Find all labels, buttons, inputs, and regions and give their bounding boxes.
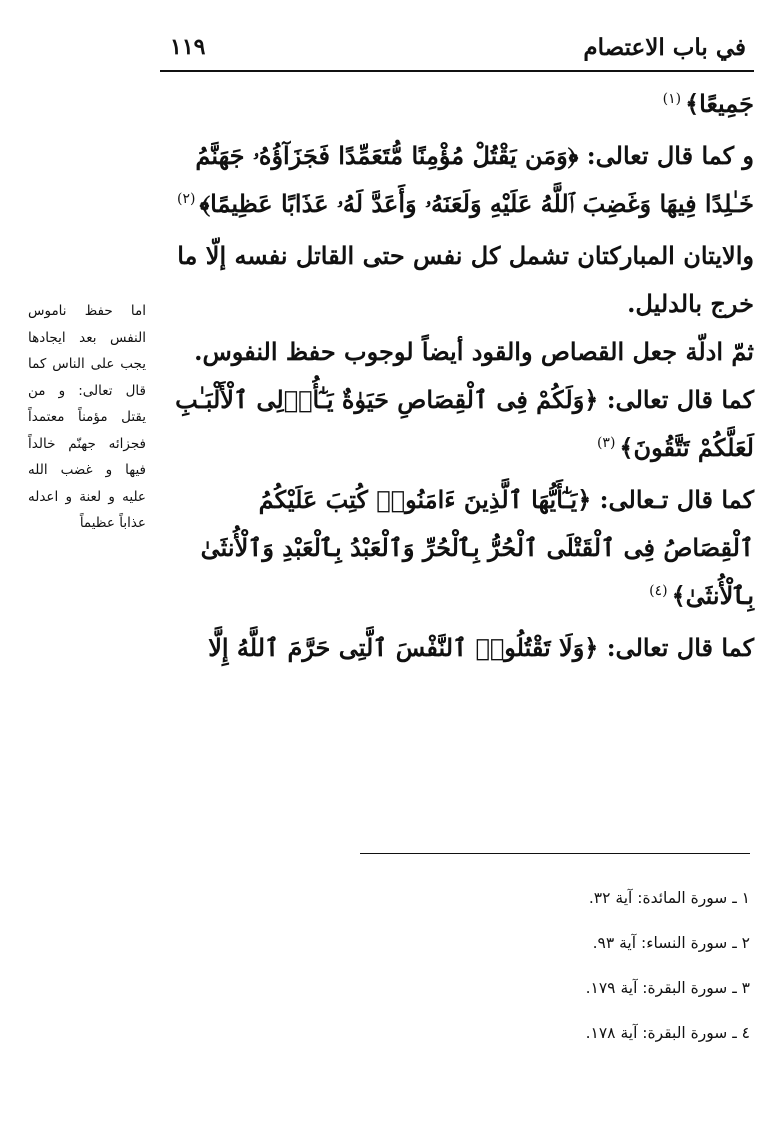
footnote-item: ١ ـ سورة المائدة: آية ٣٢. xyxy=(588,889,750,907)
paragraph-verse-1 xyxy=(160,132,754,228)
footnote-item: ٤ ـ سورة البقرة: آية ١٧٨. xyxy=(585,1024,750,1042)
quran-verse: ﴿وَمَن يَقْتُلْ مُؤْمِنًا مُّتَعَمِّدًا فَجَزَآؤُهُۥ جَهَنَّمُ خَـٰلِدًا فِيهَا وَغَضِبَ ٱللَّهُ عَلَيْهِ وَلَعَنَهُۥ وَأَعَدَّ لَهُۥ عَذَابًا عَظِيمًا﴾ xyxy=(195,141,754,218)
footnotes xyxy=(360,876,750,1056)
footnote-ref: (٤) xyxy=(649,583,668,599)
footnote-item: ٢ ـ سورة النساء: آية ٩٣. xyxy=(592,934,750,952)
verse-intro: كما قال تـعالى: xyxy=(591,485,754,514)
verse-intro: كما قال تعالى: xyxy=(598,633,754,662)
verse-intro: كما قال تعالى: xyxy=(598,385,754,414)
header-rule xyxy=(160,70,754,72)
paragraph-verse-4 xyxy=(160,624,754,672)
quran-verse: جَمِيعًا﴾ xyxy=(685,89,754,118)
page-header xyxy=(160,30,754,72)
page-number: ١١٩ xyxy=(170,34,206,60)
quran-verse: ﴿وَلَا تَقْتُلُوا۟ ٱلنَّفْسَ ٱلَّتِى حَرَّمَ ٱللَّهُ إِلَّا xyxy=(208,633,599,662)
footnote-rule xyxy=(360,853,750,854)
paragraph-verse-2 xyxy=(160,376,754,472)
paragraph-verse-continuation xyxy=(160,80,754,128)
footnote-ref: (٣) xyxy=(596,435,616,451)
main-text xyxy=(160,80,754,672)
paragraph-proofs: ثمّ ادلّة جعل القصاص والقود أيضاً لوجوب حفظ النفوس. xyxy=(194,337,754,366)
footnote-item: ٣ ـ سورة البقرة: آية ١٧٩. xyxy=(585,979,750,997)
margin-note: اما حفظ ناموس النفس بعد ايجادها يجب على الناس كما قال تعالى: و من يقتل مؤمناً معتمداً فجزائه جهنّم خالداً فيها و غضب الله عليه و لعنة و اعدله عذاباً عظيماً xyxy=(28,303,146,531)
paragraph-verse-3 xyxy=(160,476,754,620)
chapter-title: في باب الاعتصام xyxy=(583,34,746,61)
verse-intro: و كما قال تعالى: xyxy=(578,141,754,170)
paragraph-commentary: والايتان المباركتان تشمل كل نفس حتى القاتل نفسه إلّا ما خرج بالدليل. xyxy=(177,241,754,318)
footnote-ref: (١) xyxy=(662,91,682,107)
quran-verse: ﴿وَلَكُمْ فِى ٱلْقِصَاصِ حَيَوٰةٌ يَـٰٓأُو۟لِى ٱلْأَلْبَـٰبِ لَعَلَّكُمْ تَتَّقُونَ﴾ xyxy=(175,385,754,462)
quran-verse: ﴿يَـٰٓأَيُّهَا ٱلَّذِينَ ءَامَنُوا۟ كُتِبَ عَلَيْكُمُ ٱلْقِصَاصُ فِى ٱلْقَتْلَى ٱلْحُرُّ بِٱلْحُرِّ وَٱلْعَبْدُ بِٱلْعَبْدِ وَٱلْأُنثَىٰ بِٱلْأُنثَىٰ﴾ xyxy=(200,485,754,610)
footnote-ref: (٢) xyxy=(177,191,196,207)
